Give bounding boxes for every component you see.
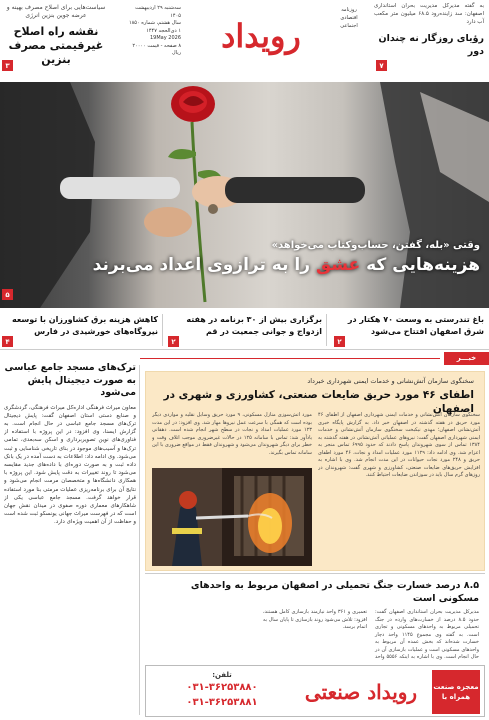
right-teaser-kicker: به گفته مدیرکل مدیریت بحران استانداری اصفهان: سد زاینده‌رود ۶۸.۵ میلیون متر مکعب آب دارد (374, 3, 484, 25)
footer-ad[interactable] (145, 665, 485, 717)
logo-sub-3: اجتماعی (340, 23, 358, 29)
issue-info (126, 5, 181, 57)
issue-price: ۸ صفحه - قیمت ۲۰۰۰۰ ریال (132, 42, 181, 56)
logo-sub-2: اقتصادی (340, 15, 358, 21)
header-right-teaser[interactable] (374, 2, 484, 72)
header-left-teaser[interactable] (6, 4, 106, 72)
ad-box (432, 670, 480, 714)
teaser-1-page: ۲ (334, 336, 345, 347)
section-tag: خبـــر (444, 352, 489, 365)
issue-gregorian-date: 19May 2026 (149, 35, 181, 41)
bottom-story-title: ۸.۵ درصد خسارت جنگ تحمیلی در اصفهان مربوط به واحدهای مسکونی است (190, 580, 479, 604)
issue-date: سه‌شنبه ۲۹ اردیبهشت ۱۴۰۵ (135, 5, 181, 19)
issue-hijri-date: ۱ ذی‌الحجه ۱۴۴۷ (146, 27, 181, 34)
left-teaser-title: نقشه راه اصلاح غیرقیمتی مصرف بنزین (8, 25, 104, 66)
teaser-divider-1 (326, 314, 327, 346)
teaser-1[interactable] (336, 314, 484, 348)
teaser-3-page: ۴ (2, 336, 13, 347)
teaser-2[interactable] (172, 314, 322, 348)
right-teaser-title: رؤیای روزگار نه چندان دور (378, 33, 484, 57)
hero-kicker: وقتی «بله، گفتن، حساب‌وکتاب می‌خواهد» (271, 240, 480, 251)
sidebar-body: معاون میراث فرهنگی اداره‌کل میراث فرهنگی، گردشگری و صنایع دستی استان اصفهان گفت: پایش دیجیتال ترک‌های مسجد جامع عباسی در حال انجام است. به گزارش ایسنا، وی افزود: در این پروژه با استفاده از فناوری‌های نوین تصویربرداری و اسکن سه‌بعدی، تمامی ترک‌ها و آسیب‌های موجود در بنای تاریخی شناسایی و ثبت می‌شود. وی ادامه داد: اطلاعات به دست آمده در یک بانک داده ثبت و به صورت دوره‌ای با داده‌های جدید مقایسه می‌شود تا روند تغییرات به دقت پایش شود. این پروژه با همکاری دانشگاه‌ها و متخصصان مرمت انجام می‌شود و نتایج آن برای برنامه‌ریزی عملیات مرمتی بنا مورد استفاده قرار خواهد گرفت. مسجد جامع عباسی یکی از شاهکارهای معماری دوره صفوی در میدان نقش جهان است که در فهرست میراث جهانی یونسکو ثبت شده است و حفاظت از آن اهمیت ویژه‌ای دارد. (4, 404, 136, 526)
masthead (0, 0, 489, 80)
sidebar-divider (139, 365, 140, 715)
teaser-1-text: باغ تندرستی به وسعت ۷۰ هکتار در شرق اصفهان افتتاح می‌شود (347, 315, 484, 336)
teaser-2-text: برگزاری بیش از ۳۰ برنامه در هفته ازدواج و جوانی جمعیت در قم (186, 315, 322, 336)
ad-phone-1[interactable]: ۰۳۱-۳۶۲۵۳۸۸۰ (186, 682, 258, 693)
teaser-3[interactable] (10, 314, 158, 348)
teaser-divider-2 (162, 314, 163, 346)
ad-phones (152, 670, 292, 714)
main-story-title: اطفای ۴۶ مورد حریق ضایعات صنعتی، کشاورزی و شهری در اصفهان (163, 389, 474, 415)
left-teaser-kicker: سیاست‌هایی برای اصلاح مصرف بهینه و عرضه جوین بنزین انرژی (6, 4, 106, 19)
issue-number: سال هشتم، شماره ۱۸۵۰ (128, 20, 181, 26)
hero-title-part2: را به ترازوی اعداد می‌برند (92, 255, 311, 275)
main-story-kicker: سخنگوی سازمان آتش‌نشانی و خدمات ایمنی شهرداری خبرداد (307, 377, 474, 385)
ad-phone-label: تلفن: (212, 671, 232, 679)
teaser-row (0, 310, 489, 350)
right-teaser-page: ۷ (376, 60, 387, 71)
sidebar-story[interactable] (4, 362, 136, 720)
firefighter-photo[interactable] (152, 468, 312, 566)
hero-title-part1: هزینه‌هایی که (366, 255, 480, 275)
hero-title-highlight: عشق (315, 255, 361, 275)
logo-subtitle (338, 6, 360, 30)
sidebar-title: ترک‌های مسجد جامع عباسی به صورت دیجیتال پایش می‌شود (4, 362, 136, 398)
hero-title (90, 255, 480, 275)
teaser-2-page: ۲ (168, 336, 179, 347)
left-teaser-page: ۳ (2, 60, 13, 71)
hero-photo[interactable] (0, 82, 489, 308)
ad-box-line2: همراه با (441, 693, 471, 701)
bottom-story-body: مدیرکل مدیریت بحران استانداری اصفهان گفت: حدود ۸.۵ درصد از خسارت‌های وارده در جنگ تحمیلی مربوط به واحدهای مسکونی و تجاری است. به گفته وی مجموع ۱۱۴۵ واحد دچار خسارت شده‌اند که بخش عمده آن مربوط به واحدهای مسکونی است و عملیات بازسازی آن در حال انجام است. وی با اشاره به اینکه ۵۵۵۶ واحد تعمیری و ۳۶۱ واحد نیازمند بازسازی کامل هستند، افزود: تلاش می‌شود روند بازسازی تا پایان سال به اتمام برسد. (263, 609, 480, 660)
hero-headline-block[interactable] (90, 240, 480, 294)
newspaper-logo: رویداد (221, 17, 301, 55)
logo-sub-1: روزنامه (341, 7, 357, 13)
teaser-3-text: کاهش هزینه برق کشاورزان با توسعه نیروگاه‌های خورشیدی در فارس (11, 315, 158, 336)
ad-box-line1: معجزه صنعت (433, 683, 479, 691)
bottom-story[interactable] (145, 573, 485, 663)
section-rule (140, 358, 440, 359)
firefighter-illustration (152, 468, 312, 566)
ad-phone-2[interactable]: ۰۳۱-۳۶۲۵۳۸۸۱ (186, 697, 258, 708)
main-story-body-right: سخنگوی سازمان آتش‌نشانی و خدمات ایمنی شهرداری اصفهان از اطفای ۴۶ مورد حریق در هفته گذشته در اصفهان خبر داد. به گزارش پایگاه خبری آتش‌نشانی اصفهان؛ مهدی نیکبخت سخنگوی سازمان آتش‌نشانی و خدمات ایمنی شهرداری اصفهان گفت: نیروهای عملیاتی آتش‌نشانی در هفته گذشته به ۱۳۸۴ تماس از سوی شهروندان پاسخ دادند که حدود ۶۹۹۵ تماس منجر به اعزام شد. وی ادامه داد: ۱۱۲۹ مورد عملیات امداد و نجات، ۴۶ مورد اطفای حریق و ۲۴۸ مورد نجات حیوانات در این مدت انجام شد. وی با اشاره به افزایش حریق‌های ضایعات صنعتی، کشاورزی و شهری گفت: شهروندان در روزهای گرم سال باید در سوزاندن ضایعات احتیاط کنند. (318, 412, 480, 478)
main-story-body-left: مورد آتش‌سوزی منازل مسکونی، ۹ مورد حریق وسایل نقلیه و مواردی دیگر بوده است که همگی با سرعت عمل نیروها مهار شد. وی افزود: در این مدت ۱۲۳ مورد عملیات امداد و نجات در سطح شهر انجام شده است. دهقانی یادآور شد: تماس با سامانه ۱۲۵ در حالات غیرضروری موجب اتلاف وقت و خطر برای دیگر شهروندان می‌شود و شهروندان فقط در مواقع ضروری با این سامانه تماس بگیرند. (152, 412, 312, 456)
main-story[interactable] (145, 371, 485, 571)
hero-page: ۵ (2, 289, 13, 300)
ad-logo: رویداد صنعتی (304, 680, 418, 704)
